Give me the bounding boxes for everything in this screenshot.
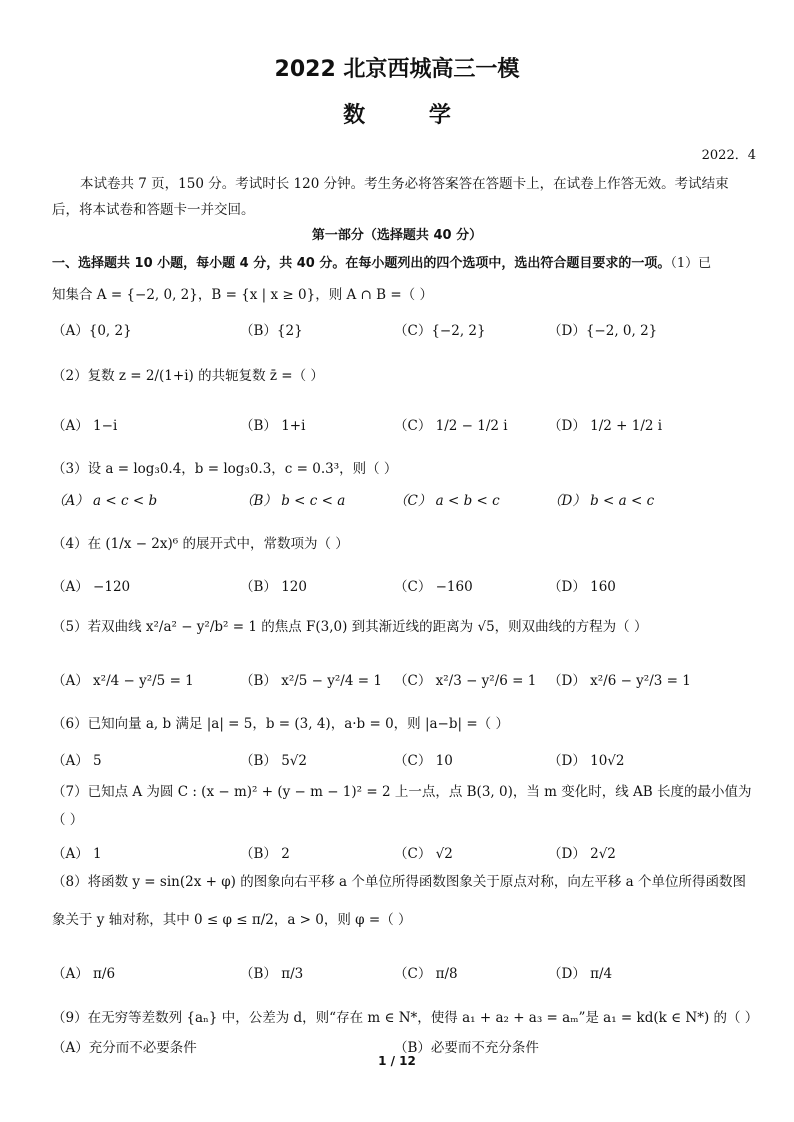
q6-stem: （6）已知向量 a, b 满足 |a| = 5，b = (3, 4)，a·b = 0，则 |a−b| =（ ）	[52, 716, 509, 732]
q8-option-a: （A） π/6	[52, 966, 116, 982]
q1-stem: 知集合 A = {−2, 0, 2}，B = {x | x ≥ 0}，则 A ∩ B =（ ）	[52, 287, 433, 303]
q4-option-d: （D） 160	[548, 579, 616, 595]
q2-stem: （2）复数 z = 2/(1+i) 的共轭复数 z̄ =（ ）	[52, 368, 324, 384]
q4-stem: （4）在 (1/x − 2x)⁶ 的展开式中，常数项为（ ）	[52, 536, 349, 552]
instructions-line-1: 本试卷共 7 页，150 分。考试时长 120 分钟。考生务必将答案答在答题卡上，在试卷上作答无效。考试结束	[80, 176, 729, 192]
q3-option-b: （B） b < c < a	[240, 493, 346, 509]
q3-option-d: （D） b < a < c	[548, 493, 655, 509]
q6-option-c: （C） 10	[394, 753, 453, 769]
q5-stem: （5）若双曲线 x²/a² − y²/b² = 1 的焦点 F(3,0) 到其渐近线的距离为 √5，则双曲线的方程为（ ）	[52, 619, 648, 635]
q2-option-b: （B） 1+i	[240, 418, 306, 434]
q4-option-b: （B） 120	[240, 579, 307, 595]
q2-option-a: （A） 1−i	[52, 418, 118, 434]
q8-option-b: （B） π/3	[240, 966, 304, 982]
q3-option-a: （A） a < c < b	[52, 493, 158, 509]
q4-option-c: （C） −160	[394, 579, 473, 595]
section-heading-text: 一、选择题共 10 小题，每小题 4 分，共 40 分。在每小题列出的四个选项中，选出符合题目要求的一项。	[52, 256, 671, 271]
q7-option-d: （D） 2√2	[548, 846, 616, 862]
q9-option-a: （A）充分而不必要条件	[52, 1040, 197, 1056]
q5-option-c: （C） x²/3 − y²/6 = 1	[394, 673, 537, 689]
q4-option-a: （A） −120	[52, 579, 131, 595]
q1-option-a: （A）{0, 2}	[52, 323, 132, 339]
q1-option-c: （C）{−2, 2}	[394, 323, 486, 339]
q9-stem: （9）在无穷等差数列 {aₙ} 中，公差为 d，则“存在 m ∈ N*，使得 a₁ + a₂ + a₃ = aₘ”是 a₁ = kd(k ∈ N*) 的（ ）	[52, 1010, 759, 1026]
exam-title: 2022 北京西城高三一模	[274, 57, 520, 82]
part-title: 第一部分（选择题共 40 分）	[311, 228, 483, 243]
q6-option-a: （A） 5	[52, 753, 102, 769]
q7-option-c: （C） √2	[394, 846, 453, 862]
q8-stem-cont: 象关于 y 轴对称，其中 0 ≤ φ ≤ π/2，a > 0，则 φ =（ ）	[52, 912, 412, 928]
q2-option-c: （C） 1/2 − 1/2 i	[394, 418, 508, 434]
q5-option-b: （B） x²/5 − y²/4 = 1	[240, 673, 382, 689]
q6-option-b: （B） 5√2	[240, 753, 307, 769]
q3-option-c: （C） a < b < c	[394, 493, 500, 509]
q8-option-d: （D） π/4	[548, 966, 613, 982]
q2-option-d: （D） 1/2 + 1/2 i	[548, 418, 663, 434]
q7-stem-cont: （ ）	[52, 812, 84, 828]
q8-stem: （8）将函数 y = sin(2x + φ) 的图象向右平移 a 个单位所得函数图象关于原点对称，向左平移 a 个单位所得函数图	[52, 874, 746, 890]
exam-date: 2022．4	[701, 148, 756, 163]
q1-option-d: （D）{−2, 0, 2}	[548, 323, 658, 339]
q5-option-d: （D） x²/6 − y²/3 = 1	[548, 673, 691, 689]
q7-option-b: （B） 2	[240, 846, 290, 862]
instructions-line-2: 后，将本试卷和答题卡一并交回。	[52, 202, 255, 218]
q7-stem: （7）已知点 A 为圆 C : (x − m)² + (y − m − 1)² = 2 上一点，点 B(3, 0)，当 m 变化时，线 AB 长度的最小值为	[52, 784, 752, 800]
page-number: 1 / 12	[378, 1054, 416, 1068]
q1-option-b: （B）{2}	[240, 323, 303, 339]
q9-option-b: （B）必要而不充分条件	[394, 1040, 539, 1056]
q5-option-a: （A） x²/4 − y²/5 = 1	[52, 673, 194, 689]
q6-option-d: （D） 10√2	[548, 753, 625, 769]
subject-title: 数 学	[343, 103, 479, 128]
q3-stem: （3）设 a = log₃0.4，b = log₃0.3，c = 0.3³，则（ ）	[52, 461, 398, 477]
q8-option-c: （C） π/8	[394, 966, 458, 982]
section-heading	[52, 252, 711, 271]
q7-option-a: （A） 1	[52, 846, 102, 862]
q1-prefix: （1）已	[670, 256, 712, 271]
